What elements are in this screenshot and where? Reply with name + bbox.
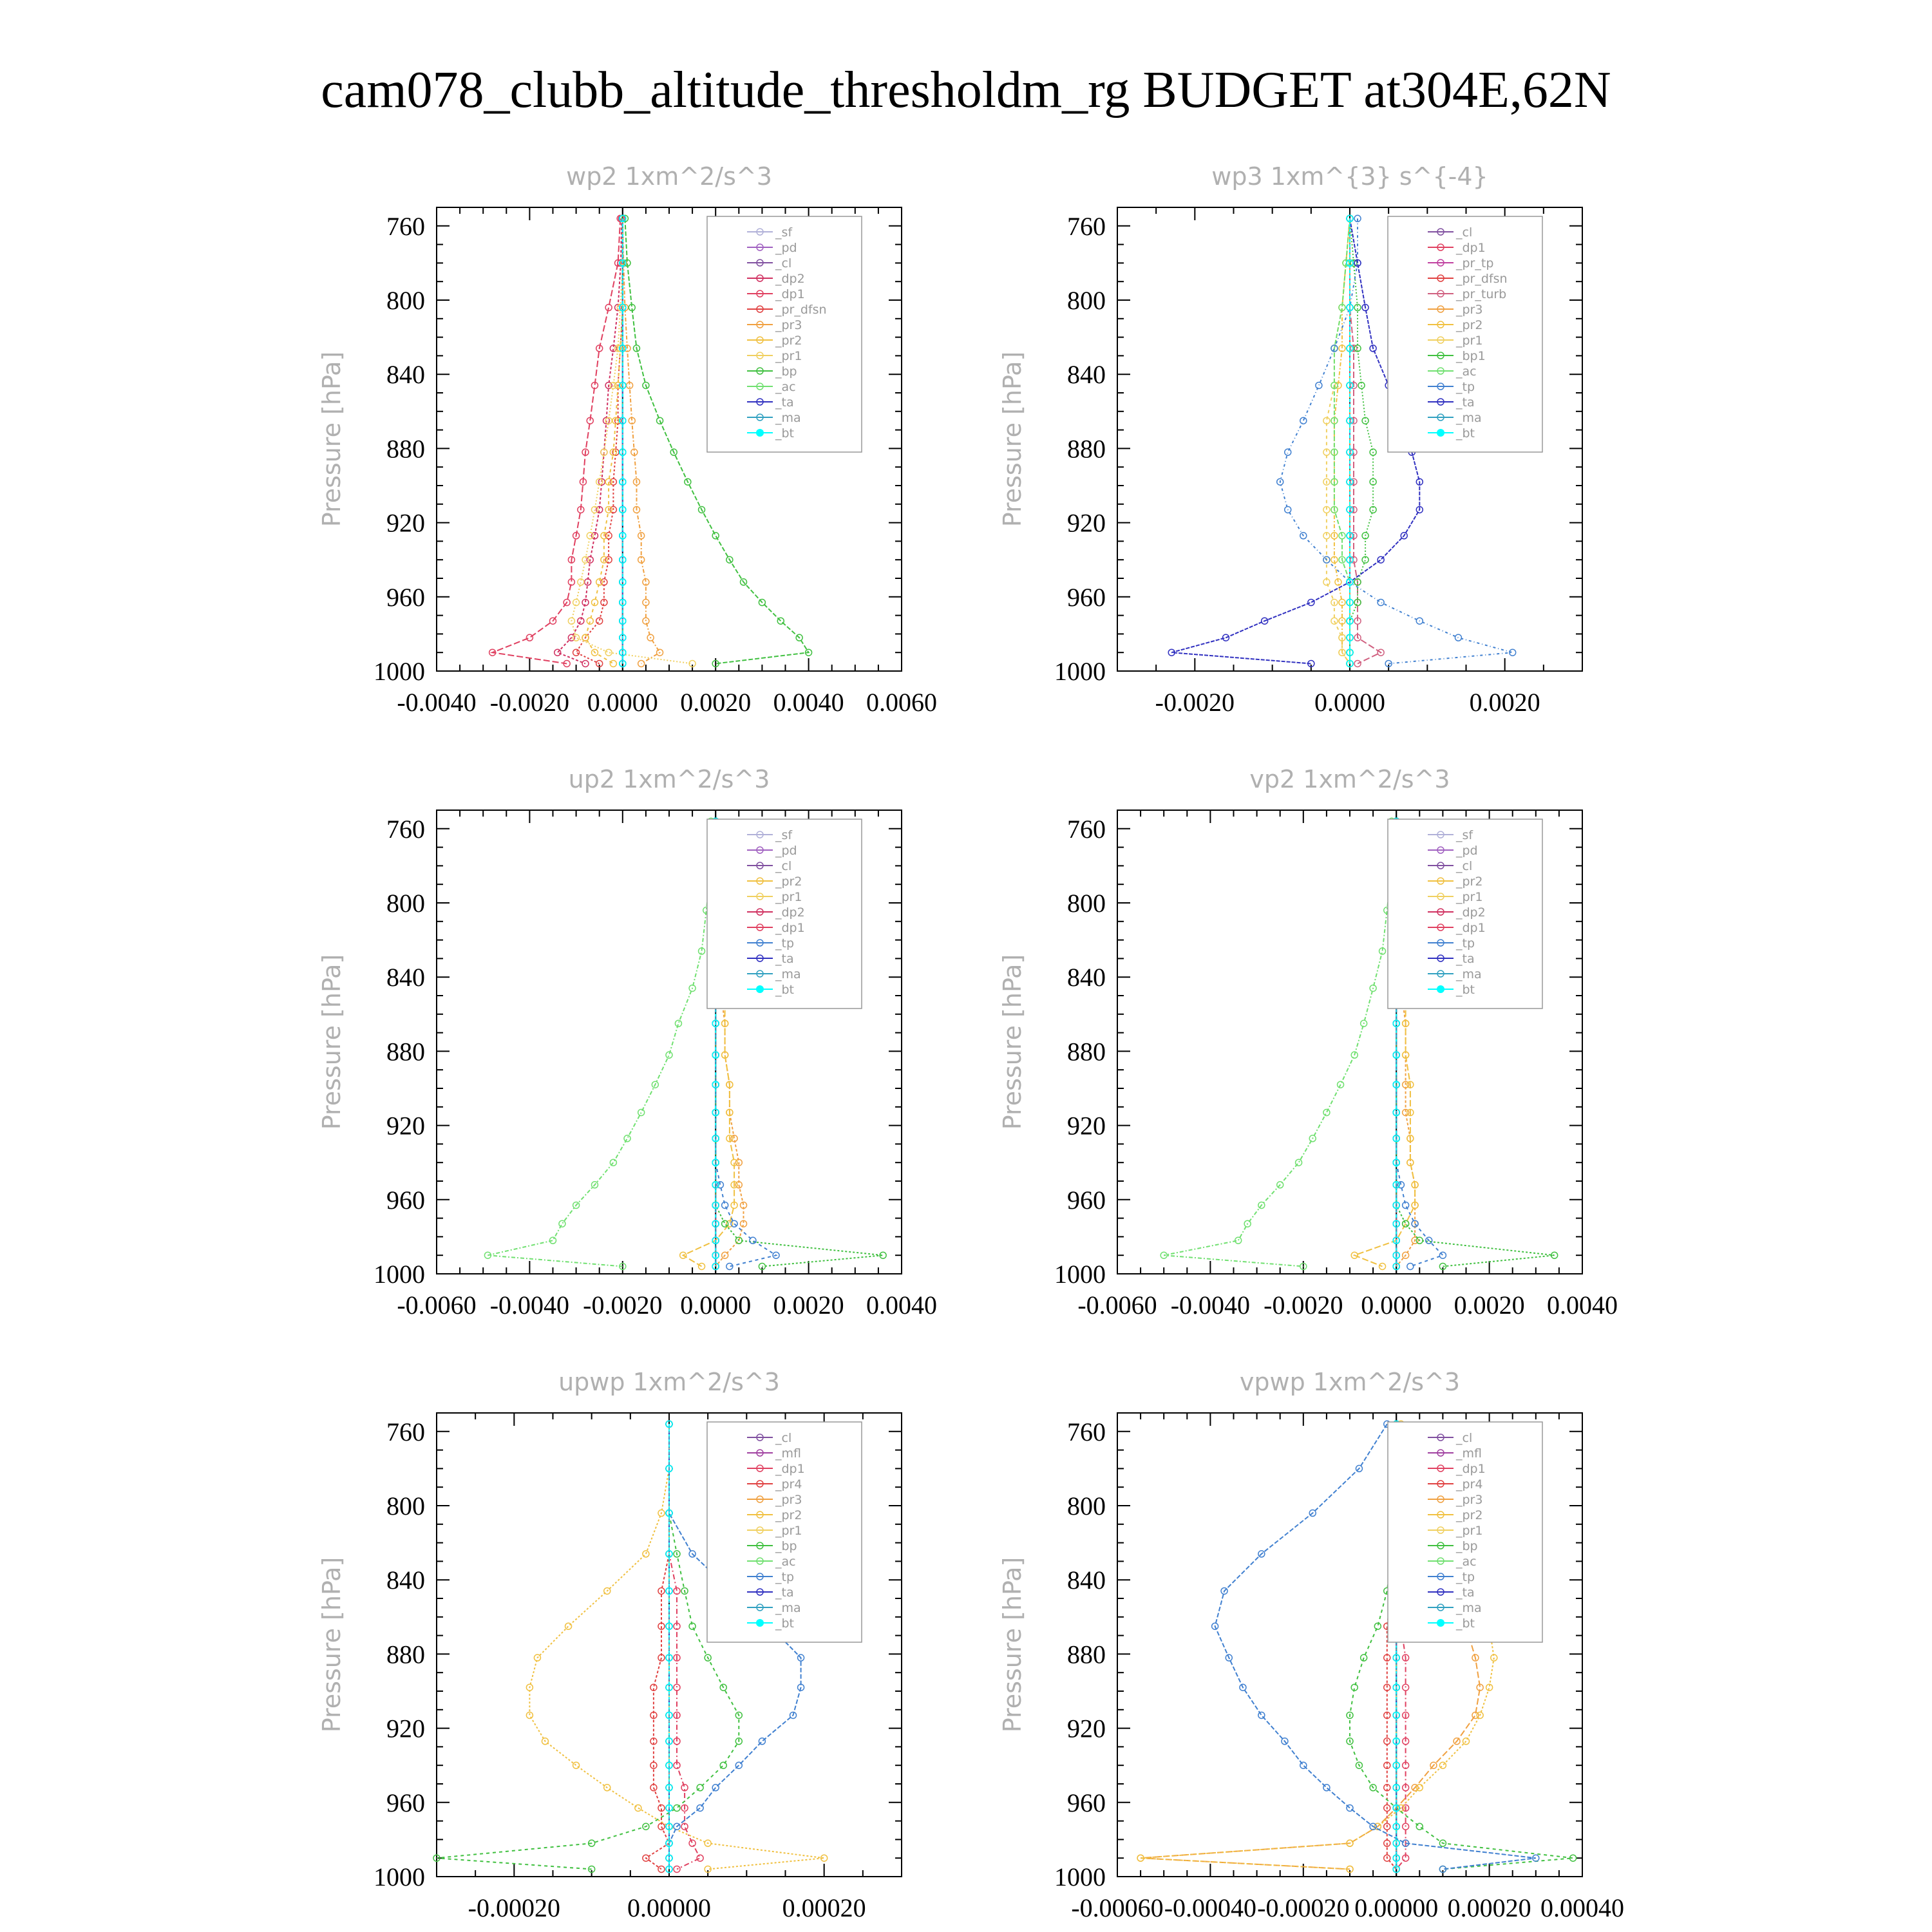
chart-title: up2 1xm^2/s^3 — [568, 765, 770, 793]
y-tick-label: 960 — [1067, 1185, 1106, 1215]
data-point — [554, 649, 561, 656]
legend-label: _bt — [1456, 1616, 1475, 1631]
legend-label: _pr3 — [1456, 303, 1483, 317]
legend-label: _pd — [775, 241, 797, 255]
data-point — [573, 649, 580, 656]
chart-panel-3 — [317, 765, 937, 1320]
legend-label: _dp1 — [775, 1462, 805, 1476]
data-point — [731, 1220, 737, 1227]
y-tick-label: 840 — [1067, 360, 1106, 390]
data-point — [674, 1804, 680, 1811]
chart-panel-2 — [998, 162, 1582, 717]
legend-label: _tp — [1456, 936, 1475, 951]
data-point — [712, 533, 719, 539]
data-point — [1347, 1804, 1353, 1811]
x-tick-label: 0.00000 — [627, 1893, 711, 1922]
x-tick-label: 0.0020 — [1454, 1291, 1525, 1320]
legend-marker — [1437, 985, 1444, 993]
legend-label: _dp1 — [775, 287, 805, 301]
chart-panel-1 — [317, 162, 937, 717]
y-tick-label: 800 — [1067, 286, 1106, 315]
data-point — [1439, 1762, 1446, 1768]
legend-label: _bt — [1456, 426, 1475, 440]
data-point — [1323, 1109, 1330, 1115]
legend-label: _ta — [775, 395, 794, 410]
legend-label: _bt — [775, 983, 795, 997]
series-line-pr3 — [623, 218, 660, 663]
chart-panel-5 — [317, 1368, 902, 1922]
x-tick-label: -0.0060 — [397, 1291, 477, 1320]
data-point — [1308, 599, 1314, 605]
y-axis-label: Pressure [hPa] — [998, 351, 1027, 527]
legend-label: _pr2 — [775, 875, 802, 889]
x-tick-label: -0.00020 — [468, 1893, 560, 1922]
y-tick-label: 960 — [386, 582, 425, 612]
y-tick-label: 760 — [386, 814, 425, 844]
y-tick-label: 760 — [1067, 814, 1106, 844]
y-tick-label: 840 — [1067, 963, 1106, 992]
legend-label: _pr_tp — [1456, 256, 1494, 270]
data-point — [565, 1623, 572, 1629]
legend-marker — [756, 985, 764, 993]
legend-label: _ma — [1456, 1601, 1482, 1615]
series-line-pr1 — [1327, 218, 1350, 663]
legend-label: _bp — [775, 365, 797, 379]
y-axis-label: Pressure [hPa] — [317, 954, 346, 1130]
legend-marker — [756, 429, 764, 437]
x-tick-label: -0.0040 — [489, 1291, 570, 1320]
series-line-bp — [437, 1424, 739, 1869]
y-tick-label: 760 — [1067, 211, 1106, 241]
data-point — [1285, 449, 1291, 455]
legend-label: _ac — [1456, 365, 1477, 379]
y-tick-label: 920 — [386, 1111, 425, 1141]
legend-label: _tp — [775, 936, 795, 951]
data-point — [605, 649, 612, 656]
data-point — [722, 1220, 728, 1227]
y-axis-label: Pressure [hPa] — [998, 954, 1027, 1130]
legend-label: _ta — [1456, 1586, 1475, 1600]
legend-marker — [1437, 1619, 1444, 1627]
series-line-pr2 — [1334, 218, 1350, 663]
series-line-ta — [1171, 218, 1419, 663]
series-line-ac — [1334, 218, 1350, 663]
data-point — [697, 1785, 703, 1791]
legend-label: _pr1 — [1456, 1524, 1483, 1538]
legend-label: _mfl — [775, 1446, 801, 1461]
legend-label: _pr1 — [1456, 890, 1483, 904]
data-point — [559, 1220, 565, 1227]
y-tick-label: 840 — [1067, 1566, 1106, 1595]
legend-label: _bp — [1456, 1539, 1478, 1553]
x-tick-label: 0.0040 — [866, 1291, 937, 1320]
legend-label: _pr2 — [775, 1508, 802, 1522]
legend-label: _pd — [775, 844, 797, 858]
legend-label: _cl — [775, 859, 792, 873]
legend-label: _pr3 — [1456, 1493, 1483, 1507]
y-tick-label: 880 — [1067, 1037, 1106, 1066]
data-point — [624, 1135, 630, 1142]
data-point — [699, 1263, 705, 1269]
x-tick-label: -0.0020 — [1155, 688, 1235, 717]
data-point — [1416, 1823, 1423, 1830]
legend-label: _ac — [1456, 1555, 1477, 1569]
legend-label: _pr1 — [1456, 334, 1483, 348]
legend-label: _ma — [775, 967, 801, 981]
legend-marker — [756, 1619, 764, 1627]
x-tick-label: 0.0000 — [680, 1291, 752, 1320]
legend-label: _dp2 — [775, 905, 805, 920]
data-point — [1378, 599, 1384, 605]
legend-label: _pr4 — [1456, 1477, 1483, 1492]
legend-label: _ac — [775, 380, 796, 394]
legend-label: _ta — [1456, 952, 1475, 966]
chart-title: wp2 1xm^2/s^3 — [566, 162, 772, 191]
data-point — [674, 1684, 680, 1690]
data-point — [697, 1855, 703, 1861]
y-tick-label: 760 — [386, 211, 425, 241]
y-tick-label: 760 — [386, 1417, 425, 1446]
legend-label: _dp1 — [1456, 241, 1486, 255]
y-axis-label: Pressure [hPa] — [317, 351, 346, 527]
y-tick-label: 960 — [386, 1185, 425, 1215]
legend-label: _pr3 — [775, 1493, 802, 1507]
x-tick-label: -0.0020 — [583, 1291, 663, 1320]
series-line-dp1 — [493, 218, 621, 663]
x-tick-label: 0.0060 — [866, 688, 937, 717]
y-tick-label: 880 — [386, 1037, 425, 1066]
x-tick-label: 0.0040 — [773, 688, 844, 717]
x-tick-label: -0.0060 — [1077, 1291, 1157, 1320]
legend-label: _ta — [775, 1586, 794, 1600]
data-point — [638, 1109, 645, 1115]
series-line-dp1 — [669, 1424, 700, 1869]
data-point — [1296, 1159, 1302, 1166]
y-tick-label: 800 — [386, 1492, 425, 1520]
chart-title: vpwp 1xm^2/s^3 — [1239, 1368, 1461, 1396]
data-point — [582, 660, 589, 667]
data-point — [573, 1762, 580, 1768]
y-tick-label: 880 — [386, 434, 425, 464]
legend-label: _pr_dfsn — [1456, 272, 1508, 286]
legend-label: _ta — [1456, 395, 1475, 410]
data-point — [675, 1020, 681, 1027]
y-tick-label: 840 — [386, 1566, 425, 1595]
y-tick-label: 1000 — [374, 1260, 425, 1289]
series-line-pr1 — [571, 218, 692, 663]
legend-label: _tp — [1456, 1570, 1475, 1584]
x-tick-label: 0.0020 — [1469, 688, 1540, 717]
data-point — [1407, 1263, 1414, 1269]
x-tick-label: 0.00020 — [782, 1893, 866, 1922]
x-tick-label: 0.00020 — [1447, 1893, 1531, 1922]
series-line-dp1 — [488, 821, 711, 1266]
y-tick-label: 920 — [386, 1714, 425, 1743]
y-axis-label: Pressure [hPa] — [998, 1557, 1027, 1733]
x-tick-label: 0.0040 — [1547, 1291, 1618, 1320]
data-point — [638, 660, 645, 667]
legend-label: _sf — [775, 225, 793, 240]
data-point — [1300, 1762, 1307, 1768]
series-line-dp2 — [558, 218, 622, 663]
legend-label: _bp — [775, 1539, 797, 1553]
data-point — [1258, 1712, 1265, 1718]
legend-label: _ma — [775, 411, 801, 425]
y-tick-label: 1000 — [374, 657, 425, 686]
legend-label: _cl — [1456, 859, 1473, 873]
legend-label: _pd — [1456, 844, 1478, 858]
y-tick-label: 840 — [386, 963, 425, 992]
x-tick-label: 0.0020 — [773, 1291, 844, 1320]
legend-label: _pr1 — [775, 1524, 802, 1538]
chart-panel-4 — [998, 765, 1618, 1320]
y-tick-label: 920 — [1067, 1111, 1106, 1141]
y-tick-label: 1000 — [1054, 657, 1106, 686]
legend-label: _cl — [775, 256, 792, 270]
legend-label: _pr4 — [775, 1477, 802, 1492]
data-point — [750, 1237, 756, 1244]
series-line-pr_turb — [1350, 218, 1381, 663]
legend-label: _bt — [1456, 983, 1475, 997]
y-tick-label: 1000 — [374, 1862, 425, 1891]
data-point — [526, 634, 533, 641]
legend-label: _ac — [775, 1555, 796, 1569]
y-tick-label: 840 — [386, 360, 425, 390]
x-tick-label: -0.00060 — [1071, 1893, 1164, 1922]
x-tick-label: 0.0000 — [1361, 1291, 1432, 1320]
legend-label: _ma — [775, 1601, 801, 1615]
y-tick-label: 800 — [386, 889, 425, 918]
y-tick-label: 960 — [1067, 1788, 1106, 1817]
legend-label: _cl — [1456, 1431, 1473, 1445]
legend-label: _sf — [775, 828, 793, 842]
data-point — [1379, 1263, 1386, 1269]
legend-label: _mfl — [1456, 1446, 1482, 1461]
y-tick-label: 800 — [386, 286, 425, 315]
x-tick-label: -0.00040 — [1164, 1893, 1257, 1922]
legend-label: _pr2 — [1456, 318, 1483, 332]
data-point — [1300, 417, 1307, 424]
y-tick-label: 920 — [1067, 1714, 1106, 1743]
y-tick-label: 920 — [386, 508, 425, 538]
chart-panel-6 — [998, 1368, 1624, 1922]
y-tick-label: 960 — [386, 1788, 425, 1817]
legend-label: _bp1 — [1456, 349, 1486, 363]
legend-marker — [1437, 429, 1444, 437]
legend-label: _pr1 — [775, 349, 802, 363]
data-point — [526, 1712, 533, 1718]
legend-label: _pr_dfsn — [775, 303, 827, 317]
y-tick-label: 880 — [386, 1640, 425, 1669]
x-tick-label: -0.0040 — [1170, 1291, 1251, 1320]
data-point — [1439, 1252, 1446, 1258]
y-tick-label: 760 — [1067, 1417, 1106, 1446]
legend-label: _tp — [775, 1570, 795, 1584]
legend-label: _dp2 — [775, 272, 805, 286]
legend-label: _tp — [1456, 380, 1475, 394]
data-point — [610, 1159, 616, 1166]
data-point — [610, 660, 616, 667]
legend-label: _pr3 — [775, 318, 802, 332]
chart-title: wp3 1xm^{3} s^{-4} — [1211, 162, 1488, 191]
chart-title: vp2 1xm^2/s^3 — [1249, 765, 1450, 793]
x-tick-label: 0.0000 — [1314, 688, 1385, 717]
x-tick-label: -0.0040 — [397, 688, 477, 717]
data-point — [759, 1738, 765, 1745]
y-tick-label: 880 — [1067, 434, 1106, 464]
x-tick-label: -0.0020 — [1264, 1291, 1343, 1320]
y-tick-label: 880 — [1067, 1640, 1106, 1669]
data-point — [635, 1804, 641, 1811]
legend-label: _ta — [775, 952, 794, 966]
y-tick-label: 800 — [1067, 889, 1106, 918]
y-tick-label: 800 — [1067, 1492, 1106, 1520]
chart-title: upwp 1xm^2/s^3 — [558, 1368, 780, 1396]
legend-label: _dp1 — [1456, 921, 1486, 935]
data-point — [1316, 382, 1322, 388]
legend-label: _ma — [1456, 411, 1482, 425]
x-tick-label: 0.00040 — [1540, 1893, 1624, 1922]
x-tick-label: -0.0020 — [489, 688, 570, 717]
series-line-dp1 — [1164, 821, 1392, 1266]
y-tick-label: 920 — [1067, 508, 1106, 538]
x-tick-label: -0.00020 — [1257, 1893, 1350, 1922]
legend-label: _pr2 — [1456, 875, 1483, 889]
data-point — [643, 1551, 649, 1557]
legend-label: _bt — [775, 1616, 795, 1631]
data-point — [1378, 556, 1384, 563]
y-tick-label: 960 — [1067, 582, 1106, 612]
legend-label: _pr2 — [775, 334, 802, 348]
legend-label: _pr2 — [1456, 1508, 1483, 1522]
page-title: cam078_clubb_altitude_thresholdm_rg BUDGET at304E,62N — [321, 62, 1611, 118]
legend-label: _sf — [1456, 828, 1473, 842]
y-tick-label: 1000 — [1054, 1260, 1106, 1289]
legend-label: _cl — [775, 1431, 792, 1445]
series-line-pr_dfsn — [576, 218, 623, 663]
x-tick-label: 0.0000 — [587, 688, 658, 717]
data-point — [689, 1840, 696, 1846]
legend-label: _ma — [1456, 967, 1482, 981]
data-point — [697, 1804, 703, 1811]
legend-label: _bt — [775, 426, 795, 440]
legend-label: _pr_turb — [1456, 287, 1507, 301]
x-tick-label: 0.00000 — [1354, 1893, 1439, 1922]
legend-label: _dp2 — [1456, 905, 1486, 920]
x-tick-label: 0.0020 — [680, 688, 752, 717]
data-point — [720, 1762, 726, 1768]
legend-label: _cl — [1456, 225, 1473, 240]
legend-label: _dp1 — [1456, 1462, 1486, 1476]
data-point — [1323, 1785, 1330, 1791]
legend-label: _dp1 — [775, 921, 805, 935]
data-point — [1455, 634, 1461, 641]
y-axis-label: Pressure [hPa] — [317, 1557, 346, 1733]
y-tick-label: 1000 — [1054, 1862, 1106, 1891]
legend-label: _pr1 — [775, 890, 802, 904]
